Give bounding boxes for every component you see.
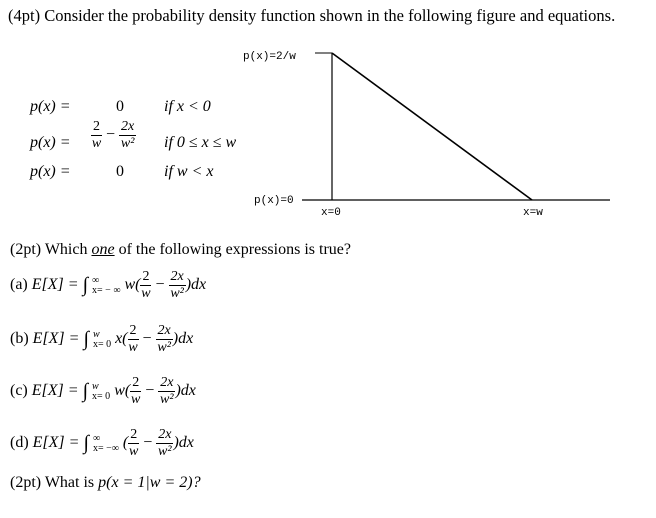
label-bottom: p(x)=0 bbox=[254, 195, 294, 207]
lower-limit: x= − ∞ bbox=[92, 284, 121, 296]
lower-limit: x= 0 bbox=[92, 390, 111, 402]
part2-expression: p(x = 1|w = 2)? bbox=[98, 474, 201, 491]
minus-sign: − bbox=[138, 330, 156, 348]
frac-den: w² bbox=[170, 286, 184, 301]
frac-den: w² bbox=[158, 444, 172, 459]
pw-row3-lhs: p(x) = bbox=[30, 163, 71, 180]
frac-num: 2 bbox=[130, 427, 138, 442]
part2-prompt bbox=[10, 474, 201, 492]
frac-num: 2 bbox=[132, 375, 140, 390]
minus-sign: − bbox=[106, 126, 116, 144]
option-label: (c) bbox=[10, 382, 28, 400]
prompt-suffix: of the following expressions is true? bbox=[114, 241, 351, 258]
integrand-post: )dx bbox=[185, 276, 207, 294]
frac-num: 2x bbox=[157, 323, 171, 338]
pw-row3-cond: if w < x bbox=[164, 163, 214, 180]
pw-row1-lhs: p(x) = bbox=[30, 98, 71, 115]
upper-limit: ∞ bbox=[92, 432, 101, 444]
integral-sign: ∫ bbox=[82, 274, 89, 296]
pw-row2-lhs: p(x) = bbox=[30, 134, 71, 151]
frac-den: w² bbox=[120, 136, 135, 151]
pw-row1-cond: if x < 0 bbox=[164, 98, 211, 115]
frac-den: w bbox=[91, 136, 102, 151]
part2-prefix: (2pt) What is bbox=[10, 474, 99, 491]
frac-den: w² bbox=[160, 392, 174, 407]
frac-num: 2x bbox=[121, 119, 135, 134]
pw-row2-cond: if 0 ≤ x ≤ w bbox=[164, 134, 237, 151]
lower-limit: x= −∞ bbox=[92, 442, 119, 454]
upper-limit: ∞ bbox=[92, 274, 100, 286]
frac-num: 2x bbox=[170, 269, 184, 284]
option-d bbox=[10, 428, 194, 459]
frac-den: w bbox=[129, 444, 139, 459]
option-label: (b) bbox=[10, 330, 29, 348]
option-lhs: E[X] = bbox=[31, 382, 83, 400]
upper-limit: w bbox=[92, 380, 99, 392]
label-top: p(x)=2/w bbox=[243, 51, 296, 63]
option-lhs: E[X] = bbox=[31, 276, 83, 294]
frac-num: 2x bbox=[160, 375, 174, 390]
part1-prompt bbox=[10, 241, 351, 259]
prompt-emphasis: one bbox=[91, 241, 115, 258]
frac-den: w bbox=[128, 340, 138, 355]
question-header: (4pt) Consider the probability density function shown in the following figure and equations. bbox=[8, 6, 616, 25]
pw-row1-value: 0 bbox=[116, 98, 124, 115]
label-xw: x=w bbox=[523, 207, 543, 219]
option-lhs: E[X] = bbox=[32, 434, 84, 452]
pw-row2-value bbox=[91, 120, 136, 151]
minus-sign: − bbox=[151, 276, 169, 294]
integrand-post: )dx bbox=[175, 382, 196, 400]
integrand-post: )dx bbox=[172, 330, 194, 348]
frac-num: 2 bbox=[129, 323, 137, 338]
option-lhs: E[X] = bbox=[32, 330, 84, 348]
density-line bbox=[332, 53, 532, 200]
frac-num: 2 bbox=[142, 269, 150, 284]
integrand-post: )dx bbox=[173, 434, 194, 452]
integrand-pre: w( bbox=[114, 382, 131, 400]
integrand-pre: w( bbox=[124, 276, 141, 294]
integral-sign: ∫ bbox=[82, 380, 89, 402]
option-b bbox=[10, 324, 193, 355]
frac-den: w bbox=[131, 392, 141, 407]
minus-sign: − bbox=[139, 434, 157, 452]
option-a bbox=[10, 270, 206, 301]
lower-limit: x= 0 bbox=[92, 338, 112, 350]
minus-sign: − bbox=[141, 382, 159, 400]
option-label: (d) bbox=[10, 434, 29, 452]
upper-limit: w bbox=[92, 328, 100, 340]
integral-sign: ∫ bbox=[83, 328, 89, 350]
option-c bbox=[10, 376, 196, 407]
frac-den: w bbox=[141, 286, 151, 301]
frac-den: w² bbox=[157, 340, 171, 355]
frac-num: 2x bbox=[158, 427, 172, 442]
frac-num: 2 bbox=[93, 119, 100, 134]
integrand-pre: x( bbox=[115, 330, 128, 348]
pw-row3-value: 0 bbox=[116, 163, 124, 180]
label-x0: x=0 bbox=[321, 207, 341, 219]
integrand-pre: ( bbox=[122, 434, 129, 452]
prompt-prefix: (2pt) Which bbox=[10, 241, 92, 258]
integral-sign: ∫ bbox=[83, 432, 89, 454]
option-label: (a) bbox=[10, 276, 28, 294]
pdf-figure bbox=[0, 0, 656, 230]
